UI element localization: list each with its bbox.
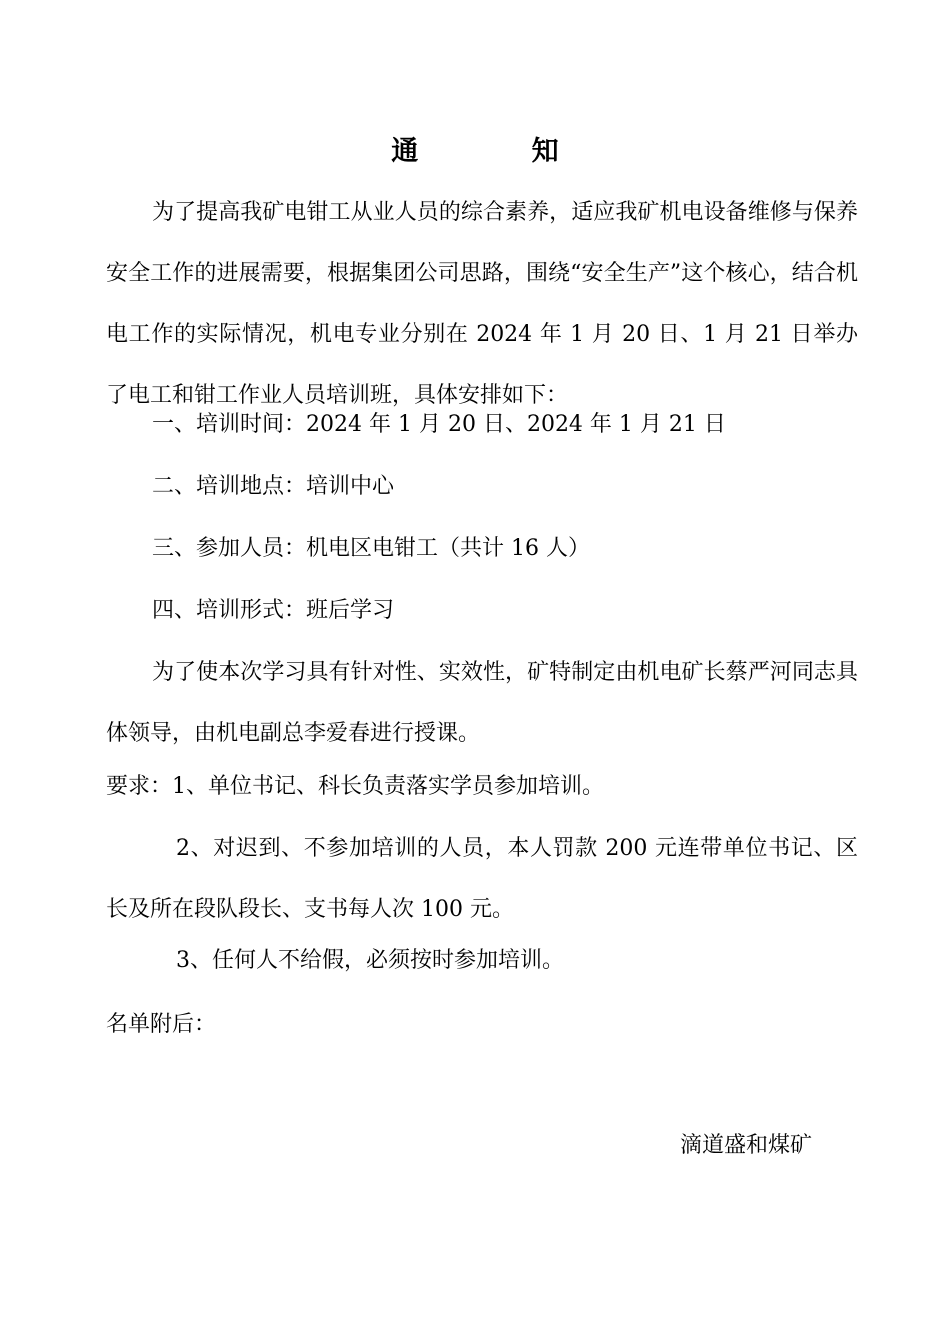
requirement-2: 2、对迟到、不参加培训的人员，本人罚款 200 元连带单位书记、区长及所在段队段长、支书每人次 100 元。 xyxy=(106,836,858,922)
signature-organization: 滴道盛和煤矿 xyxy=(680,1133,813,1158)
requirement-3: 3、任何人不给假，必须按时参加培训。 xyxy=(176,948,564,973)
item-training-time: 一、培训时间：2024 年 1 月 20 日、2024 年 1 月 21 日 xyxy=(152,412,726,437)
intro-paragraph: 为了提高我矿电钳工从业人员的综合素养，适应我矿机电设备维修与保养安全工作的进展需要，根据集团公司思路，围绕“安全生产”这个核心，结合机电工作的实际情况，机电专业分别在 2024 年 1 月 20 日、1 月 21 日举办了电工和钳工作业人员培训班，具体安排如下： xyxy=(106,200,858,408)
item-training-location: 二、培训地点：培训中心 xyxy=(152,474,395,499)
attachment-note: 名单附后： xyxy=(106,1012,217,1037)
item-training-format: 四、培训形式：班后学习 xyxy=(152,598,395,623)
item-participants: 三、参加人员：机电区电钳工（共计 16 人） xyxy=(152,536,590,561)
document-title: 通 知 xyxy=(391,136,602,167)
requirement-1: 要求：1、单位书记、科长负责落实学员参加培训。 xyxy=(106,774,604,799)
purpose-paragraph: 为了使本次学习具有针对性、实效性，矿特制定由机电矿长蔡严河同志具体领导，由机电副总李爱春进行授课。 xyxy=(106,660,858,746)
